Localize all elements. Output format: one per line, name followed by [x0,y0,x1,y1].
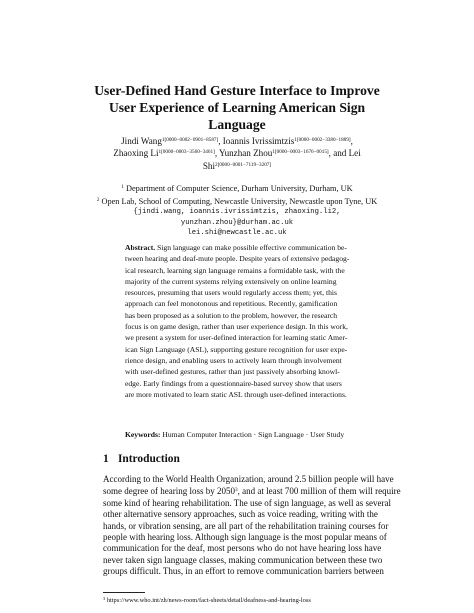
footnote-divider [103,592,145,593]
footnote-marker: 3 [103,596,106,601]
abstract-line: edge. Early findings from a questionnaire-based survey show that users [125,378,342,388]
author-name: Shi [202,160,215,171]
body-line: some kind of hearing rehabilitation. The use of sign language, as well as several [103,497,391,508]
abstract-line: tween hearing and deaf-mute people. Despite years of extensive pedagog- [125,254,350,264]
section-title: Introduction [118,453,180,465]
author-line: Zhaoxing $Li^{1[0000-0003-3560-3461]}$, Yunzhan Zhou$^{1[0000-0003-1676-0015]}$, and Lei [113,148,361,159]
abstract-line: has been proposed as a solution to the problem, however, the research [125,310,338,320]
author-orcid: 2[0000−0001−7119−3207] [215,161,272,168]
title-line: Language [208,117,266,132]
title-line: User-Defined Hand Gesture Interface to Improve [94,83,380,98]
affiliation-2 [70,195,404,208]
body-line: other alternative sensory approaches, such as voice reading, writing with the [103,509,378,520]
author-name: Jindi Wang [121,136,162,146]
author-orcid: 1[0000−0002−3380−1889] [294,137,351,143]
body-text: some degree of hearing loss by 2050 [103,486,235,497]
author-orcid: 1[0000−0003−1676−0015] [272,149,329,156]
email-line: lei.shi@newcastle.ac.uk [187,229,287,237]
author-orcid: 1[0000−0003−3560−3461] [158,149,215,156]
abstract-line: rience design, and enabling users to actively learn through involvement [125,355,342,365]
author-name: Yunzhan Zhou [219,148,273,159]
title-line: User Experience of Learning American Sign [108,100,366,115]
affiliations [70,182,404,239]
abstract-line: ican Sign Language (ASL), supporting gesture recognition for user expe- [125,344,348,354]
abstract-text: Sign language can make possible effective communication be- [157,243,347,252]
abstract-label: Abstract. [125,243,156,252]
affiliation-text: Open Lab, School of Computing, Newcastle University, Newcastle upon Tyne, UK [101,196,378,206]
affiliation-marker: 2 [96,196,100,203]
abstract-line: approach can feel monotonous and repetitious. Recently, gamification [125,299,338,309]
body-line: groups difficult. Thus, in an effort to remove communication barriers between [103,566,384,577]
body-line: hands, or vibration sensing, are all part of the rehabilitation training courses for [103,520,389,531]
affiliation-1 [70,182,404,195]
author-list [70,135,404,172]
section-number: 1 [103,453,109,465]
footnote-ref[interactable]: 3 [234,487,238,494]
section-heading [103,453,180,465]
abstract-line [125,242,351,253]
abstract-line: majority of the current systems relying extensively on online learning [125,276,337,286]
affiliation-text: Department of Computer Science, Durham University, Durham, UK [126,184,353,193]
author-line: Jindi Wang$^{1[0000-0002-0901-8587]}$, Ioannis Ivrissimtzis$^{1[0000-0002-3380-1889]}$, [121,136,353,146]
body-line: According to the World Health Organization, around 2.5 billion people will have [103,474,394,484]
author-name: and Lei [333,148,361,159]
body-line: communication for the deaf, most persons who do not have hearing loss have [103,543,382,554]
body-text: , and at least 700 million of them will require [237,486,401,497]
keywords-text: Human Computer Interaction · Sign Language · User Study [162,430,345,439]
abstract-line: ical research, learning sign language remains a formidable task, with the [125,265,345,275]
abstract-line: we present a system for user-defined interaction for learning static Amer- [125,333,348,343]
keywords-label: Keywords: [125,430,161,439]
footnote-link[interactable]: https://www.who.int/zh/news-room/fact-sheets/detail/deafness-and-hearing-loss [106,597,311,604]
paper-title [60,82,414,133]
keywords [125,430,365,439]
intro-body [103,474,401,578]
footnote [103,596,311,604]
author-name: Ioannis Ivrissimtzis [222,136,295,146]
body-line [103,485,401,497]
affiliation-marker: 1 [121,184,124,190]
body-line: never taken sign language classes, making communication between these two [103,554,383,565]
abstract-line: focus is on game design, rather than user experience design. In this work, [125,322,348,332]
abstract-line: are more motivated to learn static ASL through user-defined interactions. [125,389,347,399]
author-line [70,160,404,172]
author-name: Zhaoxing Li [113,148,159,159]
abstract-line: with user-defined gestures, rather than just passively absorbing knowl- [125,367,340,377]
abstract [125,242,351,400]
email-line: yunzhan.zhou}@durham.ac.uk [180,218,294,227]
email-line: {jindi.wang, ioannis.ivrissimtzis, zhaoxing.li2, [133,208,341,216]
body-line: people with hearing loss. Although sign language is the most popular means of [103,532,387,543]
abstract-line: resources, presuming that users would regularly access them; yet, this [125,288,337,298]
author-orcid: 1[0000−0002−0901−8587] [161,137,219,143]
